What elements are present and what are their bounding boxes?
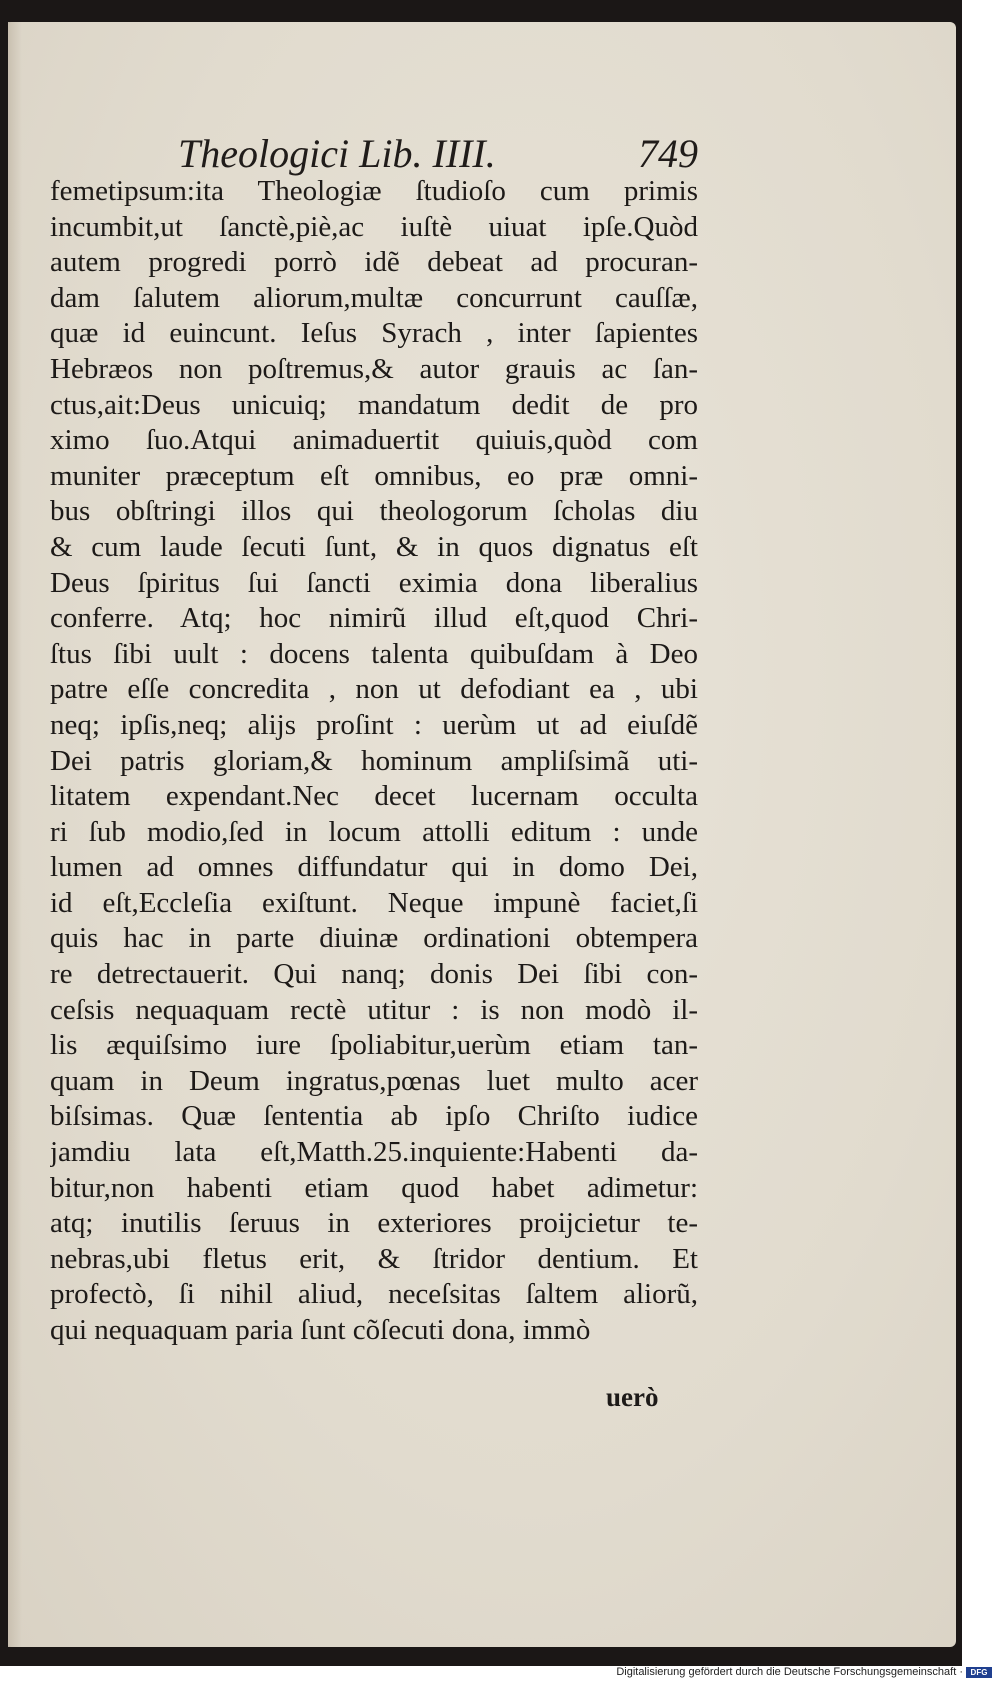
text-line: bitur,non habenti etiam quod habet adimetur: [50,1171,698,1204]
text-line: id eſt,Eccleſia exiſtunt. Neque impunè faciet,ſi [50,886,698,919]
text-line: patre eſſe concredita , non ut defodiant ea , ubi [50,673,698,706]
text-line: biſsimas. Quæ ſententia ab ipſo Chriſto iudice [50,1100,698,1133]
text-line: quæ id euincunt. Ieſus Syrach , inter ſapientes [50,317,698,350]
text-line: bus obſtringi illos qui theologorum ſcholas diu [50,495,698,528]
text-line: conferre. Atq; hoc nimirũ illud eſt,quod Chri- [50,602,698,635]
text-line: & cum laude ſecuti ſunt, & in quos dignatus eſt [50,530,698,563]
text-line: Hebræos non poſtremus,& autor grauis ac ſan- [50,352,698,385]
text-line: autem progredi porrò idẽ debeat ad procuran- [50,246,698,279]
text-line: ri ſub modio,ſed in locum attolli editum : unde [50,815,698,848]
footer-credit [616,1666,992,1678]
body-text [50,174,698,1349]
running-header [178,130,698,180]
footer-credit-text: Digitalisierung gefördert durch die Deutsche Forschungsgemeinschaft · [616,1666,963,1678]
catchword: uerò [606,1382,659,1412]
text-line: lumen ad omnes diffundatur qui in domo Dei, [50,851,698,884]
text-line: ſtus ſibi uult : docens talenta quibuſdam à Deo [50,637,698,670]
text-line: incumbit,ut ſanctè,piè,ac iuſtè uiuat ipſe.Quòd [50,210,698,243]
text-line: profectò, ſi nihil aliud, neceſsitas ſaltem aliorũ, [50,1278,698,1311]
text-line: lis æquiſsimo iure ſpoliabitur,uerùm etiam tan- [50,1029,698,1062]
text-line: quis hac in parte diuinæ ordinationi obtempera [50,922,698,955]
text-line: Deus ſpiritus ſui ſancti eximia dona liberalius [50,566,698,599]
text-line: ximo ſuo.Atqui animaduertit quiuis,quòd com [50,424,698,457]
text-line: jamdiu lata eſt,Matth.25.inquiente:Habenti da- [50,1136,698,1169]
text-line: femetipsum:ita Theologiæ ſtudioſo cum primis [50,175,698,207]
text-line: litatem expendant.Nec decet lucernam occulta [50,780,698,813]
text-line: ceſsis nequaquam rectè utitur : is non modò il- [50,993,698,1026]
text-line: Dei patris gloriam,& hominum ampliſsimã uti- [50,744,698,777]
text-line: atq; inutilis ſeruus in exteriores proijcietur te- [50,1207,698,1240]
text-line: qui nequaquam paria ſunt cõſecuti dona, immò [50,1314,591,1346]
dfg-logo: DFG [966,1667,992,1678]
text-line: dam ſalutem aliorum,multæ concurrunt cauſſæ, [50,281,698,314]
running-title: Theologici Lib. IIII. [178,131,496,176]
text-line: nebras,ubi fletus erit, & ſtridor dentium. Et [50,1242,698,1275]
page-number: 749 [638,131,698,176]
book-page [8,22,956,1647]
text-line: quam in Deum ingratus,pœnas luet multo acer [50,1064,698,1097]
text-line: muniter præceptum eſt omnibus, eo præ omni- [50,459,698,492]
text-line: ctus,ait:Deus unicuiq; mandatum dedit de pro [50,388,698,421]
text-line: re detrectauerit. Qui nanq; donis Dei ſibi con- [50,958,698,991]
text-line: neq; ipſis,neq; alijs proſint : uerùm ut ad eiuſdẽ [50,708,698,741]
